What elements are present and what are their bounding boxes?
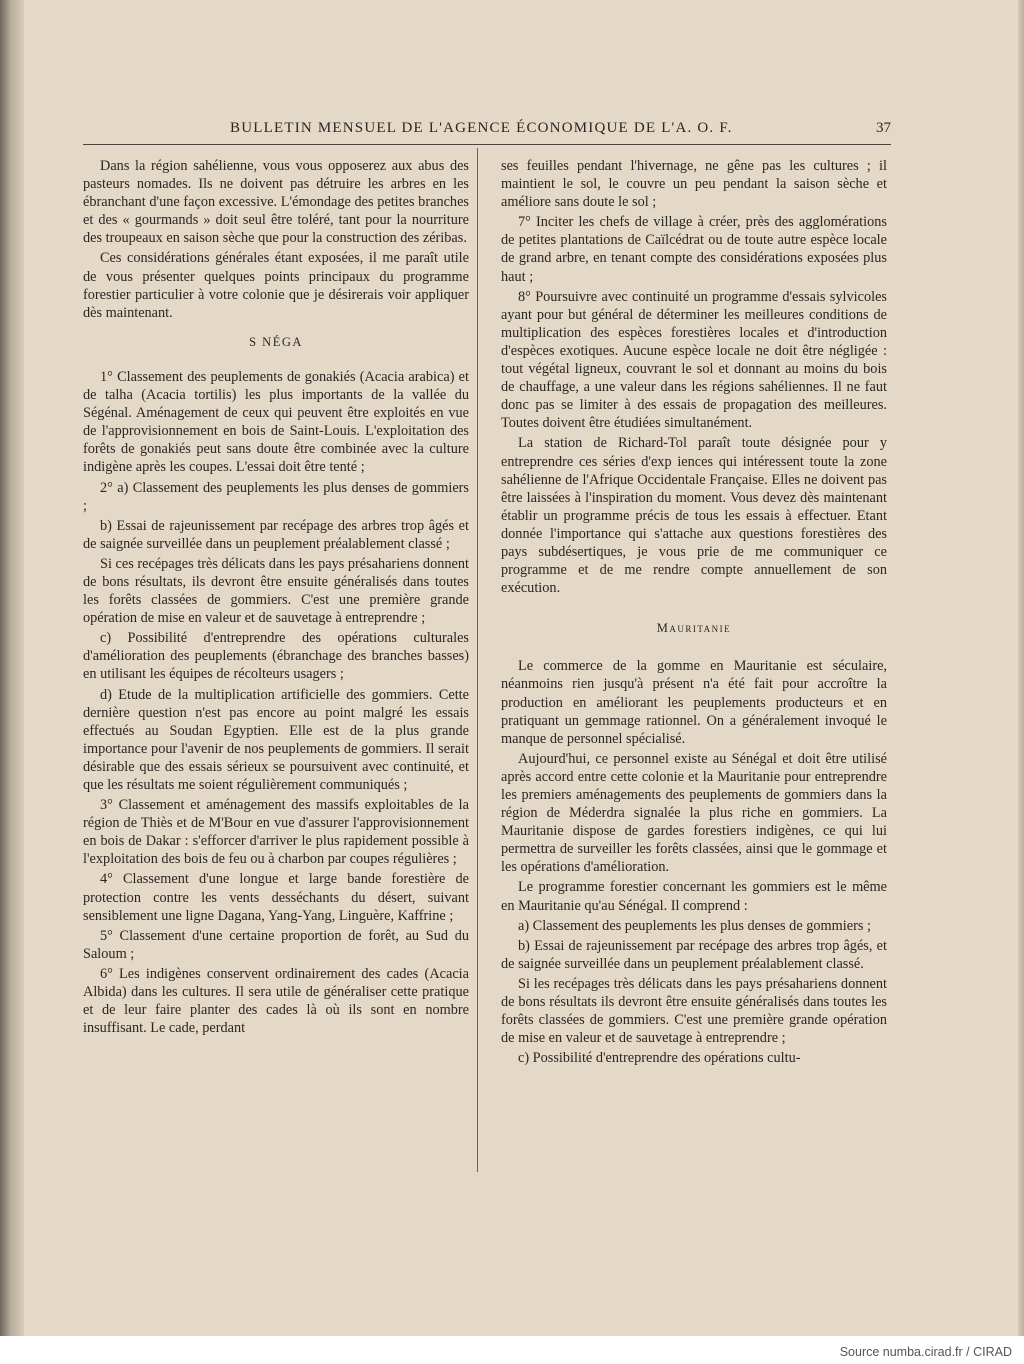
paragraph: Aujourd'hui, ce personnel existe au Sénégal et doit être utilisé après accord entre cette colonie et la Mauritanie pour entreprendre les premiers aménagements des peuplements de gommiers dans la région de Méderdra signalée la plus riche en gommiers. La Mauritanie dispose de gardes forestiers indigènes, ce qui lui permettra de surveiller les forêts classées, ainsi que le gommage et les opérations d'amélioration. [501,750,887,876]
page-right-edge [1018,0,1024,1336]
paragraph: 3° Classement et aménagement des massifs exploitables de la région de Thiès et de M'Bour en vue d'assurer l'approvisionnement en bois de Dakar : s'efforcer d'arriver le plus rapidement possible à l'exploitation des bois de feu ou à charbon par coupes régulières ; [83,797,469,868]
paragraph: d) Etude de la multiplication artificielle des gommiers. Cette dernière question n'est pas encore au point malgré les essais effectués au Soudan Egyptien. Elle est de la plus grande importance pour l'avenir de nos peuplements de gommiers. Il serait désirable que des essais sérieux se poursuivent avec continuité, et que les résultats me soient régulièrement communiqués ; [83,686,469,793]
paragraph: Si ces recépages très délicats dans les pays présahariens donnent de bons résultats, ils devront être ensuite généralisés dans toutes les forêts classées de gommiers. C'est une première grande opération de mise en valeur et de sauvetage à entreprendre ; [83,555,469,627]
running-header [83,118,891,142]
section-heading-senegal: S NÉGA [249,334,303,349]
paragraph: c) Possibilité d'entreprendre des opérations cultu- [518,1050,801,1067]
paragraph: Dans la région sahélienne, vous vous opposerez aux abus des pasteurs nomades. Ils ne doivent pas détruire les arbres en les ébranchant d'une façon excessive. L'émondage des petites branches et des « gourmands » doit seul être toléré, tant pour la nourriture des troupeaux en saison sèche que pour la construction des zéribas. [83,158,469,247]
paragraph: 1° Classement des peuplements de gonakiés (Acacia arabica) et de talha (Acacia tortilis) les plus importants de la vallée du Ségénal. Aménagement de ceux qui peuvent être exploités en vue de l'approvisionnement en bois de Saint-Louis. L'exploitation des forêts de gonakiés peut sans doute être combinée avec la culture indigène après les coupes. L'essai doit être tenté ; [83,368,469,476]
paragraph: Ces considérations générales étant exposées, il me paraît utile de vous présenter quelques points principaux du programme forestier particulier à votre colonie que je désirerais voir appliquer dès maintenant. [83,250,469,321]
section-heading-mauritanie: Mauritanie [656,621,732,636]
column-divider [477,148,478,1172]
paragraph: b) Essai de rajeunissement par recépage des arbres trop âgés, et de saignée surveillée dans un peuplement préalablement classé. [501,937,887,972]
paragraph: Le programme forestier concernant les gommiers est le même en Mauritanie qu'au Sénégal. Il comprend : [501,879,887,914]
page-number: 37 [876,120,891,136]
paragraph: Le commerce de la gomme en Mauritanie est séculaire, néanmoins rien jusqu'à présent n'a été fait pour accroître la production en améliorant les peuplements producteurs et en pratiquant un gemmage rationnel. On a généralement invoqué le manque de personnel spécialisé. [501,658,887,747]
paragraph: Si les recépages très délicats dans les pays présahariens donnent de bons résultats ils devront être ensuite généralisés dans toutes les forêts classées de gommiers. C'est une première grande opération de mise en valeur et de sauvetage à entreprendre ; [501,975,887,1047]
paragraph: c) Possibilité d'entreprendre des opérations culturales d'amélioration des peuplements (ébranchage des branches basses) en utilisant les équipes de récolteurs usagers ; [83,630,469,683]
right-column [501,157,887,1069]
paragraph: 2° a) Classement des peuplements les plus denses de gommiers ; [83,479,469,514]
header-title: BULLETIN MENSUEL DE L'AGENCE ÉCONOMIQUE DE L'A. O. F. [230,120,733,136]
paragraph: La station de Richard-Tol paraît toute désignée pour y entreprendre ces séries d'exp iences qui intéressent toute la zone sahélienne de l'Afrique Occidentale Française. Elles ne doivent pas être laissées à l'inspiration du moment. Vous devez dès maintenant établir un programme précis de tous les essais à effectuer. Etant donnée l'importance qui s'attache aux questions forestières des pays subdésertiques, je vous prie de me communiquer ce programme et de me rendre compte annuellement de son exécution. [501,435,887,597]
paragraph: a) Classement des peuplements les plus denses de gommiers ; [518,917,871,934]
paragraph: 5° Classement d'une certaine proportion de forêt, au Sud du Saloum ; [83,927,469,962]
paragraph: 6° Les indigènes conservent ordinairement des cades (Acacia Albida) dans les cultures. Il sera utile de généraliser cette pratique et de leur faire planter des cades là où ils sont en nombre insuffisant. Le cade, perdant [83,965,469,1037]
paragraph-continuation: ses feuilles pendant l'hivernage, ne gêne pas les cultures ; il maintient le sol, le couvre un peu pendant la saison sèche et améliore sans doute le sol ; [501,158,887,211]
source-credit: Source numba.cirad.fr / CIRAD [839,1345,1012,1359]
paragraph: 4° Classement d'une longue et large bande forestière de protection contre les vents desséchants du désert, suivant sensiblement une ligne Dagana, Yang-Yang, Linguère, Kaffrine ; [83,871,469,924]
paragraph: 8° Poursuivre avec continuité un programme d'essais sylvicoles ayant pour but général de déterminer les meilleures conditions de multiplication des espèces forestières locales et d'introduction d'espèces exotiques. Aucune espèce locale ne doit être négligée : tout végétal ligneux, couvrant le sol et donnant au moins du bois de chauffage, a une valeur dans les régions sahéliennes. Il ne faut donc pas se limiter à des essais de propagation des meilleures. Toutes doivent être étudiées simultanément. [501,288,887,432]
binding-edge [0,0,24,1336]
header-rule [83,144,891,145]
left-column [83,157,469,1039]
paragraph: b) Essai de rajeunissement par recépage des arbres trop âgés et de saignée surveillée dans un peuplement préalablement classé ; [83,517,469,552]
paragraph: 7° Inciter les chefs de village à créer, près des agglomérations de petites plantations de Caïlcédrat ou de toute autre espèce locale de grand arbre, en tenant compte des considérations exposées plus haut ; [501,214,887,285]
